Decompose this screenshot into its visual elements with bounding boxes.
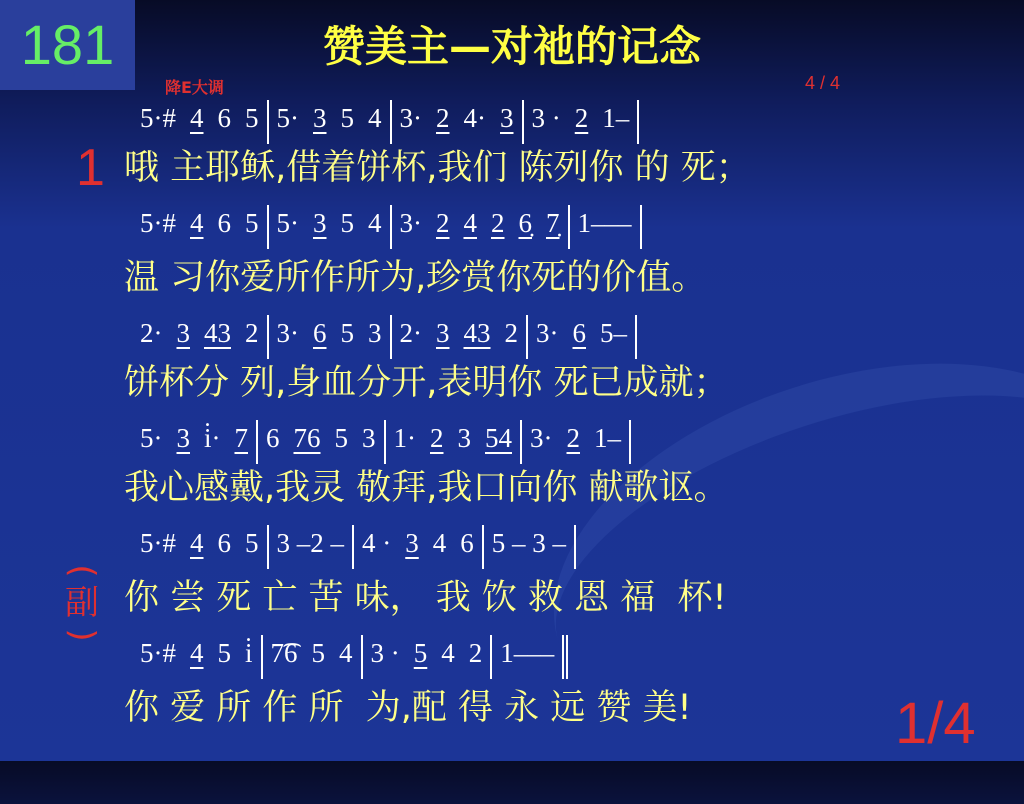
note: 5·# <box>140 103 176 133</box>
measure <box>484 525 576 569</box>
note: 5– <box>600 318 627 348</box>
note: 5 <box>340 103 354 133</box>
measure <box>140 205 269 249</box>
measure <box>263 635 363 679</box>
measure <box>140 100 269 144</box>
note: 4 <box>368 208 382 238</box>
note: 5·# <box>140 528 176 558</box>
note: 6 <box>572 318 586 348</box>
note: i̇ <box>245 638 253 668</box>
note: 1––– <box>577 208 632 238</box>
measure <box>269 205 392 249</box>
note: 5 <box>311 638 326 668</box>
note: 6 <box>266 423 280 453</box>
measure <box>363 635 493 679</box>
measure <box>392 100 524 144</box>
note: 2 <box>468 638 483 668</box>
note: 2 <box>430 423 444 453</box>
note: 5 <box>245 528 259 558</box>
note: 5 <box>217 638 231 668</box>
note: 4 · <box>362 528 392 558</box>
note: 2 <box>245 318 259 348</box>
chorus-paren-close: ) <box>62 628 102 642</box>
note: 3 · <box>531 103 561 133</box>
note: 4 <box>432 528 447 558</box>
notation-line <box>140 525 576 569</box>
note: 3 <box>405 528 419 558</box>
note: 2 <box>504 318 518 348</box>
lyric-line: 饼杯分 列,身血分开,表明你 死已成就； <box>124 363 729 403</box>
note: 4 <box>441 638 455 668</box>
notation-line <box>140 420 631 464</box>
note: 3 <box>313 103 327 133</box>
measure <box>528 315 637 359</box>
measure <box>354 525 484 569</box>
verse-number: 1 <box>76 139 105 197</box>
note: 6̣ <box>518 208 532 238</box>
note: 6 <box>217 208 231 238</box>
note: 2 <box>574 103 589 133</box>
note: 43 <box>463 318 491 348</box>
note: 1––– <box>500 638 555 668</box>
measure <box>269 525 355 569</box>
note: 1– <box>594 423 621 453</box>
measure <box>386 420 523 464</box>
measure <box>140 315 269 359</box>
hymn-number: 181 <box>0 0 135 90</box>
note: 4 <box>190 103 204 133</box>
note: 2 <box>436 208 450 238</box>
measure <box>392 315 529 359</box>
note: 43 <box>204 318 231 348</box>
chorus-label <box>60 555 104 651</box>
note: 5· <box>276 208 299 238</box>
note: 7͡6 <box>270 638 298 668</box>
notation-line <box>140 100 639 144</box>
measure <box>522 420 631 464</box>
measure <box>269 100 392 144</box>
note: 3 –2 – <box>276 528 344 558</box>
note: 5·# <box>140 208 176 238</box>
note: 6 <box>313 318 327 348</box>
notation-line <box>140 315 637 359</box>
note: 3 · <box>370 638 400 668</box>
measure <box>140 420 258 464</box>
note: 4· <box>463 103 486 133</box>
note: 3 <box>176 318 190 348</box>
note: 4 <box>190 208 204 238</box>
note: 6 <box>460 528 474 558</box>
note: 5 – 3 – <box>491 528 566 558</box>
page-indicator: 1/4 <box>895 691 976 756</box>
note: 5 <box>334 423 348 453</box>
note: 4 <box>339 638 353 668</box>
chorus-paren-open: ( <box>62 564 102 578</box>
measure <box>570 205 642 249</box>
note: 54 <box>485 423 512 453</box>
note: 2· <box>140 318 163 348</box>
note: 3 <box>368 318 382 348</box>
note: 3 <box>313 208 327 238</box>
hymn-title: 赞美主—对祂的记念 <box>322 22 701 71</box>
measure <box>140 525 269 569</box>
note: 3 <box>176 423 190 453</box>
note: 3· <box>399 208 422 238</box>
note: 3· <box>536 318 559 348</box>
lyric-line: 温 习你爱所作所为,珍赏你死的价值。 <box>124 258 707 298</box>
lyric-line: 你 爱 所 作 所 为,配 得 永 远 赞 美! <box>124 688 692 728</box>
note: 3· <box>276 318 299 348</box>
chorus-char: 副 <box>65 583 99 623</box>
key-signature: 降E大调 <box>165 78 224 97</box>
measure <box>140 635 263 679</box>
lyric-line: 我心感戴,我灵 敬拜,我口向你 献歌讴。 <box>124 468 729 508</box>
note: 6 <box>217 103 231 133</box>
time-signature: 4 / 4 <box>805 73 841 93</box>
note: 6 <box>217 528 231 558</box>
note: 3 <box>500 103 514 133</box>
note: 5 <box>245 208 259 238</box>
note: 7̣ <box>546 208 560 238</box>
measure <box>258 420 386 464</box>
note: 5 <box>340 318 354 348</box>
note: 3 <box>362 423 376 453</box>
note: 5 <box>340 208 354 238</box>
note: 3 <box>457 423 471 453</box>
note: 4 <box>190 638 204 668</box>
lyric-line: 你 尝 死 亡 苦 味， 我 饮 救 恩 福 杯! <box>124 578 727 618</box>
measure <box>524 100 640 144</box>
measure <box>269 315 392 359</box>
note: 2 <box>436 103 450 133</box>
note: 2 <box>491 208 505 238</box>
note: i̇· <box>204 423 221 453</box>
note: 5· <box>140 423 163 453</box>
note: 76 <box>293 423 321 453</box>
note: 2 <box>566 423 580 453</box>
note: 5 <box>413 638 428 668</box>
note: 1· <box>393 423 416 453</box>
note: 1– <box>602 103 630 133</box>
note: 7 <box>234 423 248 453</box>
note: 5 <box>245 103 259 133</box>
note: 4 <box>368 103 382 133</box>
measure <box>492 635 568 679</box>
note: 2· <box>399 318 422 348</box>
note: 3 <box>436 318 450 348</box>
notation-line <box>140 635 568 679</box>
note: 5· <box>276 103 299 133</box>
notation-line <box>140 205 642 249</box>
measure <box>392 205 570 249</box>
note: 3· <box>530 423 553 453</box>
lyric-line: 哦 主耶稣,借着饼杯,我们 陈列你 的 死； <box>124 148 751 188</box>
note: 3· <box>399 103 422 133</box>
note: 4 <box>463 208 477 238</box>
note: 4 <box>190 528 204 558</box>
note: 5·# <box>140 638 176 668</box>
